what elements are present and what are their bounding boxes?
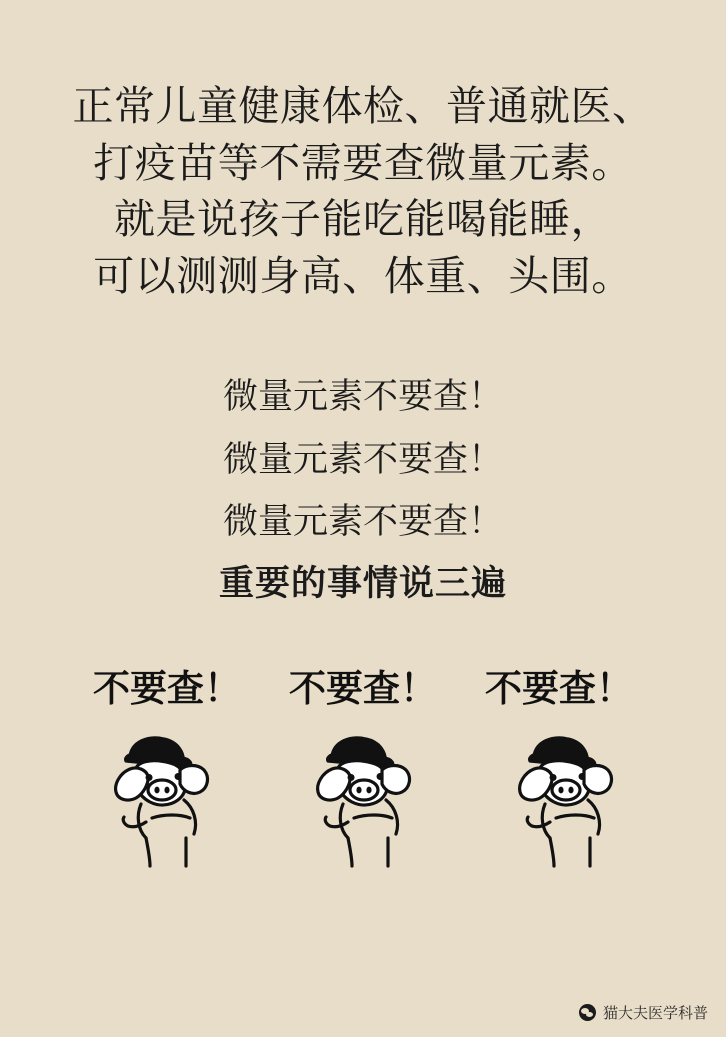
main-paragraph-line: 就是说孩子能吃能喝能睡， bbox=[114, 196, 612, 243]
shout-text: 不要查！ bbox=[289, 667, 437, 709]
chant-line: 微量元素不要查！ bbox=[222, 501, 503, 541]
shout-text: 不要查！ bbox=[485, 667, 633, 709]
main-paragraph bbox=[73, 78, 654, 304]
chant-line: 微量元素不要查！ bbox=[222, 439, 503, 479]
account-name: 猫大夫医学科普 bbox=[602, 1005, 708, 1022]
shout-text: 不要查！ bbox=[93, 667, 241, 709]
shout-row bbox=[93, 658, 633, 712]
chant-line: 微量元素不要查！ bbox=[222, 377, 503, 417]
wechat-icon bbox=[579, 1004, 596, 1021]
account-footer bbox=[579, 1002, 708, 1023]
illustration-row bbox=[86, 730, 640, 870]
chant-block bbox=[219, 366, 507, 615]
main-paragraph-line: 正常儿童健康体检、普通就医、 bbox=[72, 83, 654, 129]
chant-emphasis-line: 重要的事情说三遍 bbox=[218, 564, 507, 604]
pig-doctor-icon bbox=[490, 730, 640, 870]
main-paragraph-line: 打疫苗等不需要查微量元素。 bbox=[93, 139, 633, 186]
pig-doctor-icon bbox=[86, 730, 236, 870]
main-paragraph-line: 可以测测身高、体重、头围。 bbox=[93, 252, 633, 299]
pig-doctor-icon bbox=[288, 730, 438, 870]
